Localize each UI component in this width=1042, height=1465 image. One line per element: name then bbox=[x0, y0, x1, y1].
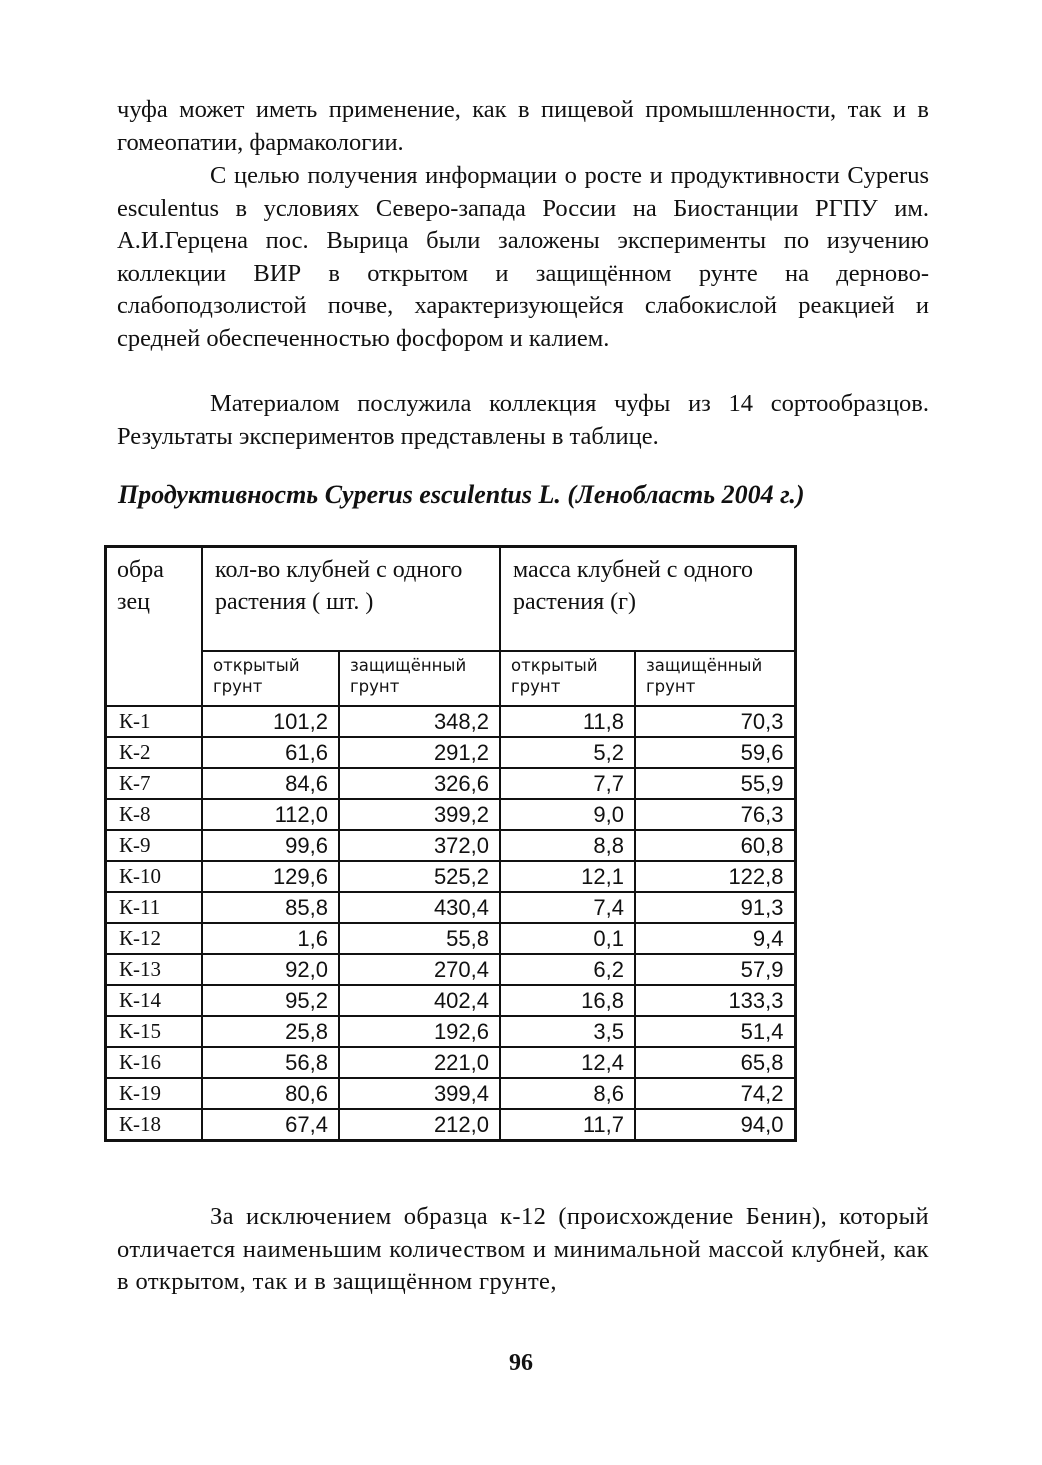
count-open-cell: 101,2 bbox=[202, 706, 339, 737]
count-protected-cell: 270,4 bbox=[339, 954, 500, 985]
count-open-cell: 56,8 bbox=[202, 1047, 339, 1078]
table-row bbox=[106, 830, 796, 861]
sample-cell: К-13 bbox=[106, 954, 203, 985]
mass-open-cell: 7,7 bbox=[500, 768, 635, 799]
count-protected-cell: 326,6 bbox=[339, 768, 500, 799]
count-open-cell: 99,6 bbox=[202, 830, 339, 861]
mass-protected-cell: 55,9 bbox=[635, 768, 795, 799]
table-row bbox=[106, 737, 796, 768]
table-row bbox=[106, 892, 796, 923]
mass-protected-cell: 122,8 bbox=[635, 861, 795, 892]
page-number: 96 bbox=[509, 1350, 533, 1376]
count-protected-cell: 348,2 bbox=[339, 706, 500, 737]
count-protected-cell: 399,2 bbox=[339, 799, 500, 830]
count-open-cell: 61,6 bbox=[202, 737, 339, 768]
sample-cell: К-10 bbox=[106, 861, 203, 892]
mass-open-cell: 7,4 bbox=[500, 892, 635, 923]
count-protected-cell: 221,0 bbox=[339, 1047, 500, 1078]
table-row bbox=[106, 1109, 796, 1141]
count-open-cell: 112,0 bbox=[202, 799, 339, 830]
mass-protected-cell: 59,6 bbox=[635, 737, 795, 768]
mass-protected-cell: 76,3 bbox=[635, 799, 795, 830]
sample-cell: К-8 bbox=[106, 799, 203, 830]
mass-protected-cell: 94,0 bbox=[635, 1109, 795, 1141]
mass-protected-cell: 9,4 bbox=[635, 923, 795, 954]
count-protected-cell: 291,2 bbox=[339, 737, 500, 768]
table-row bbox=[106, 706, 796, 737]
paragraph-material: Материалом послужила коллекция чуфы из 14 сортообразцов. Результаты экспериментов представлены в таблице. bbox=[117, 390, 929, 450]
count-protected-cell: 525,2 bbox=[339, 861, 500, 892]
table-row bbox=[106, 1016, 796, 1047]
count-open-cell: 67,4 bbox=[202, 1109, 339, 1141]
table-row bbox=[106, 799, 796, 830]
count-open-cell: 85,8 bbox=[202, 892, 339, 923]
mass-open-cell: 5,2 bbox=[500, 737, 635, 768]
sample-cell: К-12 bbox=[106, 923, 203, 954]
mass-open-cell: 9,0 bbox=[500, 799, 635, 830]
mass-open-cell: 16,8 bbox=[500, 985, 635, 1016]
table-row bbox=[106, 985, 796, 1016]
table-row bbox=[106, 954, 796, 985]
mass-open-cell: 8,6 bbox=[500, 1078, 635, 1109]
table-row bbox=[106, 923, 796, 954]
mass-protected-cell: 60,8 bbox=[635, 830, 795, 861]
header-mass-protected-ground: защищённый грунт bbox=[635, 651, 795, 706]
count-protected-cell: 192,6 bbox=[339, 1016, 500, 1047]
header-mass-open-ground: открытый грунт bbox=[500, 651, 635, 706]
count-protected-cell: 372,0 bbox=[339, 830, 500, 861]
mass-open-cell: 11,7 bbox=[500, 1109, 635, 1141]
mass-open-cell: 12,4 bbox=[500, 1047, 635, 1078]
count-open-cell: 25,8 bbox=[202, 1016, 339, 1047]
sample-cell: К-11 bbox=[106, 892, 203, 923]
sample-cell: К-9 bbox=[106, 830, 203, 861]
header-sample: обра зец bbox=[106, 547, 203, 707]
mass-protected-cell: 74,2 bbox=[635, 1078, 795, 1109]
count-open-cell: 92,0 bbox=[202, 954, 339, 985]
sample-cell: К-7 bbox=[106, 768, 203, 799]
count-open-cell: 80,6 bbox=[202, 1078, 339, 1109]
sample-cell: К-15 bbox=[106, 1016, 203, 1047]
paragraph-experiment-goal: С целью получения информации о росте и продуктивности Cyperus esculentus в условиях Северо-запада России на Биостанции РГПУ им. А.И.Герцена пос. Вырица были заложены эксперименты по изучению коллекции ВИР в открытом и защищённом рунте на дерново-слабоподзолистой почве, характеризующейся слабокислой реакцией и средней обеспеченностью фосфором и калием. bbox=[117, 162, 929, 352]
count-open-cell: 95,2 bbox=[202, 985, 339, 1016]
count-protected-cell: 399,4 bbox=[339, 1078, 500, 1109]
header-tuber-mass: масса клубней с одного растения (г) bbox=[500, 547, 795, 652]
mass-protected-cell: 57,9 bbox=[635, 954, 795, 985]
count-protected-cell: 212,0 bbox=[339, 1109, 500, 1141]
mass-open-cell: 0,1 bbox=[500, 923, 635, 954]
header-tuber-count: кол-во клубней с одного растения ( шт. ) bbox=[202, 547, 500, 652]
mass-open-cell: 3,5 bbox=[500, 1016, 635, 1047]
mass-open-cell: 12,1 bbox=[500, 861, 635, 892]
sample-cell: К-14 bbox=[106, 985, 203, 1016]
count-protected-cell: 55,8 bbox=[339, 923, 500, 954]
paragraph-conclusion: За исключением образца к-12 (происхождение Бенин), который отличается наименьшим количеством и минимальной массой клубней, как в открытом, так и в защищённом грунте, bbox=[117, 1203, 929, 1296]
table-row bbox=[106, 861, 796, 892]
table-row bbox=[106, 768, 796, 799]
header-count-protected-ground: защищённый грунт bbox=[339, 651, 500, 706]
mass-protected-cell: 70,3 bbox=[635, 706, 795, 737]
mass-protected-cell: 91,3 bbox=[635, 892, 795, 923]
sample-cell: К-19 bbox=[106, 1078, 203, 1109]
paragraph-intro-end: чуфа может иметь применение, как в пищевой промышленности, так и в гомеопатии, фармакологии. bbox=[117, 96, 929, 156]
sample-cell: К-1 bbox=[106, 706, 203, 737]
count-open-cell: 129,6 bbox=[202, 861, 339, 892]
mass-protected-cell: 51,4 bbox=[635, 1016, 795, 1047]
mass-protected-cell: 65,8 bbox=[635, 1047, 795, 1078]
count-protected-cell: 430,4 bbox=[339, 892, 500, 923]
count-open-cell: 1,6 bbox=[202, 923, 339, 954]
productivity-table bbox=[104, 545, 797, 1142]
mass-protected-cell: 133,3 bbox=[635, 985, 795, 1016]
mass-open-cell: 11,8 bbox=[500, 706, 635, 737]
table-row bbox=[106, 1078, 796, 1109]
header-count-open-ground: открытый грунт bbox=[202, 651, 339, 706]
count-protected-cell: 402,4 bbox=[339, 985, 500, 1016]
sample-cell: К-18 bbox=[106, 1109, 203, 1141]
table-body bbox=[106, 706, 796, 1141]
count-open-cell: 84,6 bbox=[202, 768, 339, 799]
sample-cell: К-2 bbox=[106, 737, 203, 768]
table-caption: Продуктивность Cyperus esculentus L. (Ленобласть 2004 г.) bbox=[118, 480, 805, 509]
table-row bbox=[106, 1047, 796, 1078]
sample-cell: К-16 bbox=[106, 1047, 203, 1078]
mass-open-cell: 6,2 bbox=[500, 954, 635, 985]
mass-open-cell: 8,8 bbox=[500, 830, 635, 861]
